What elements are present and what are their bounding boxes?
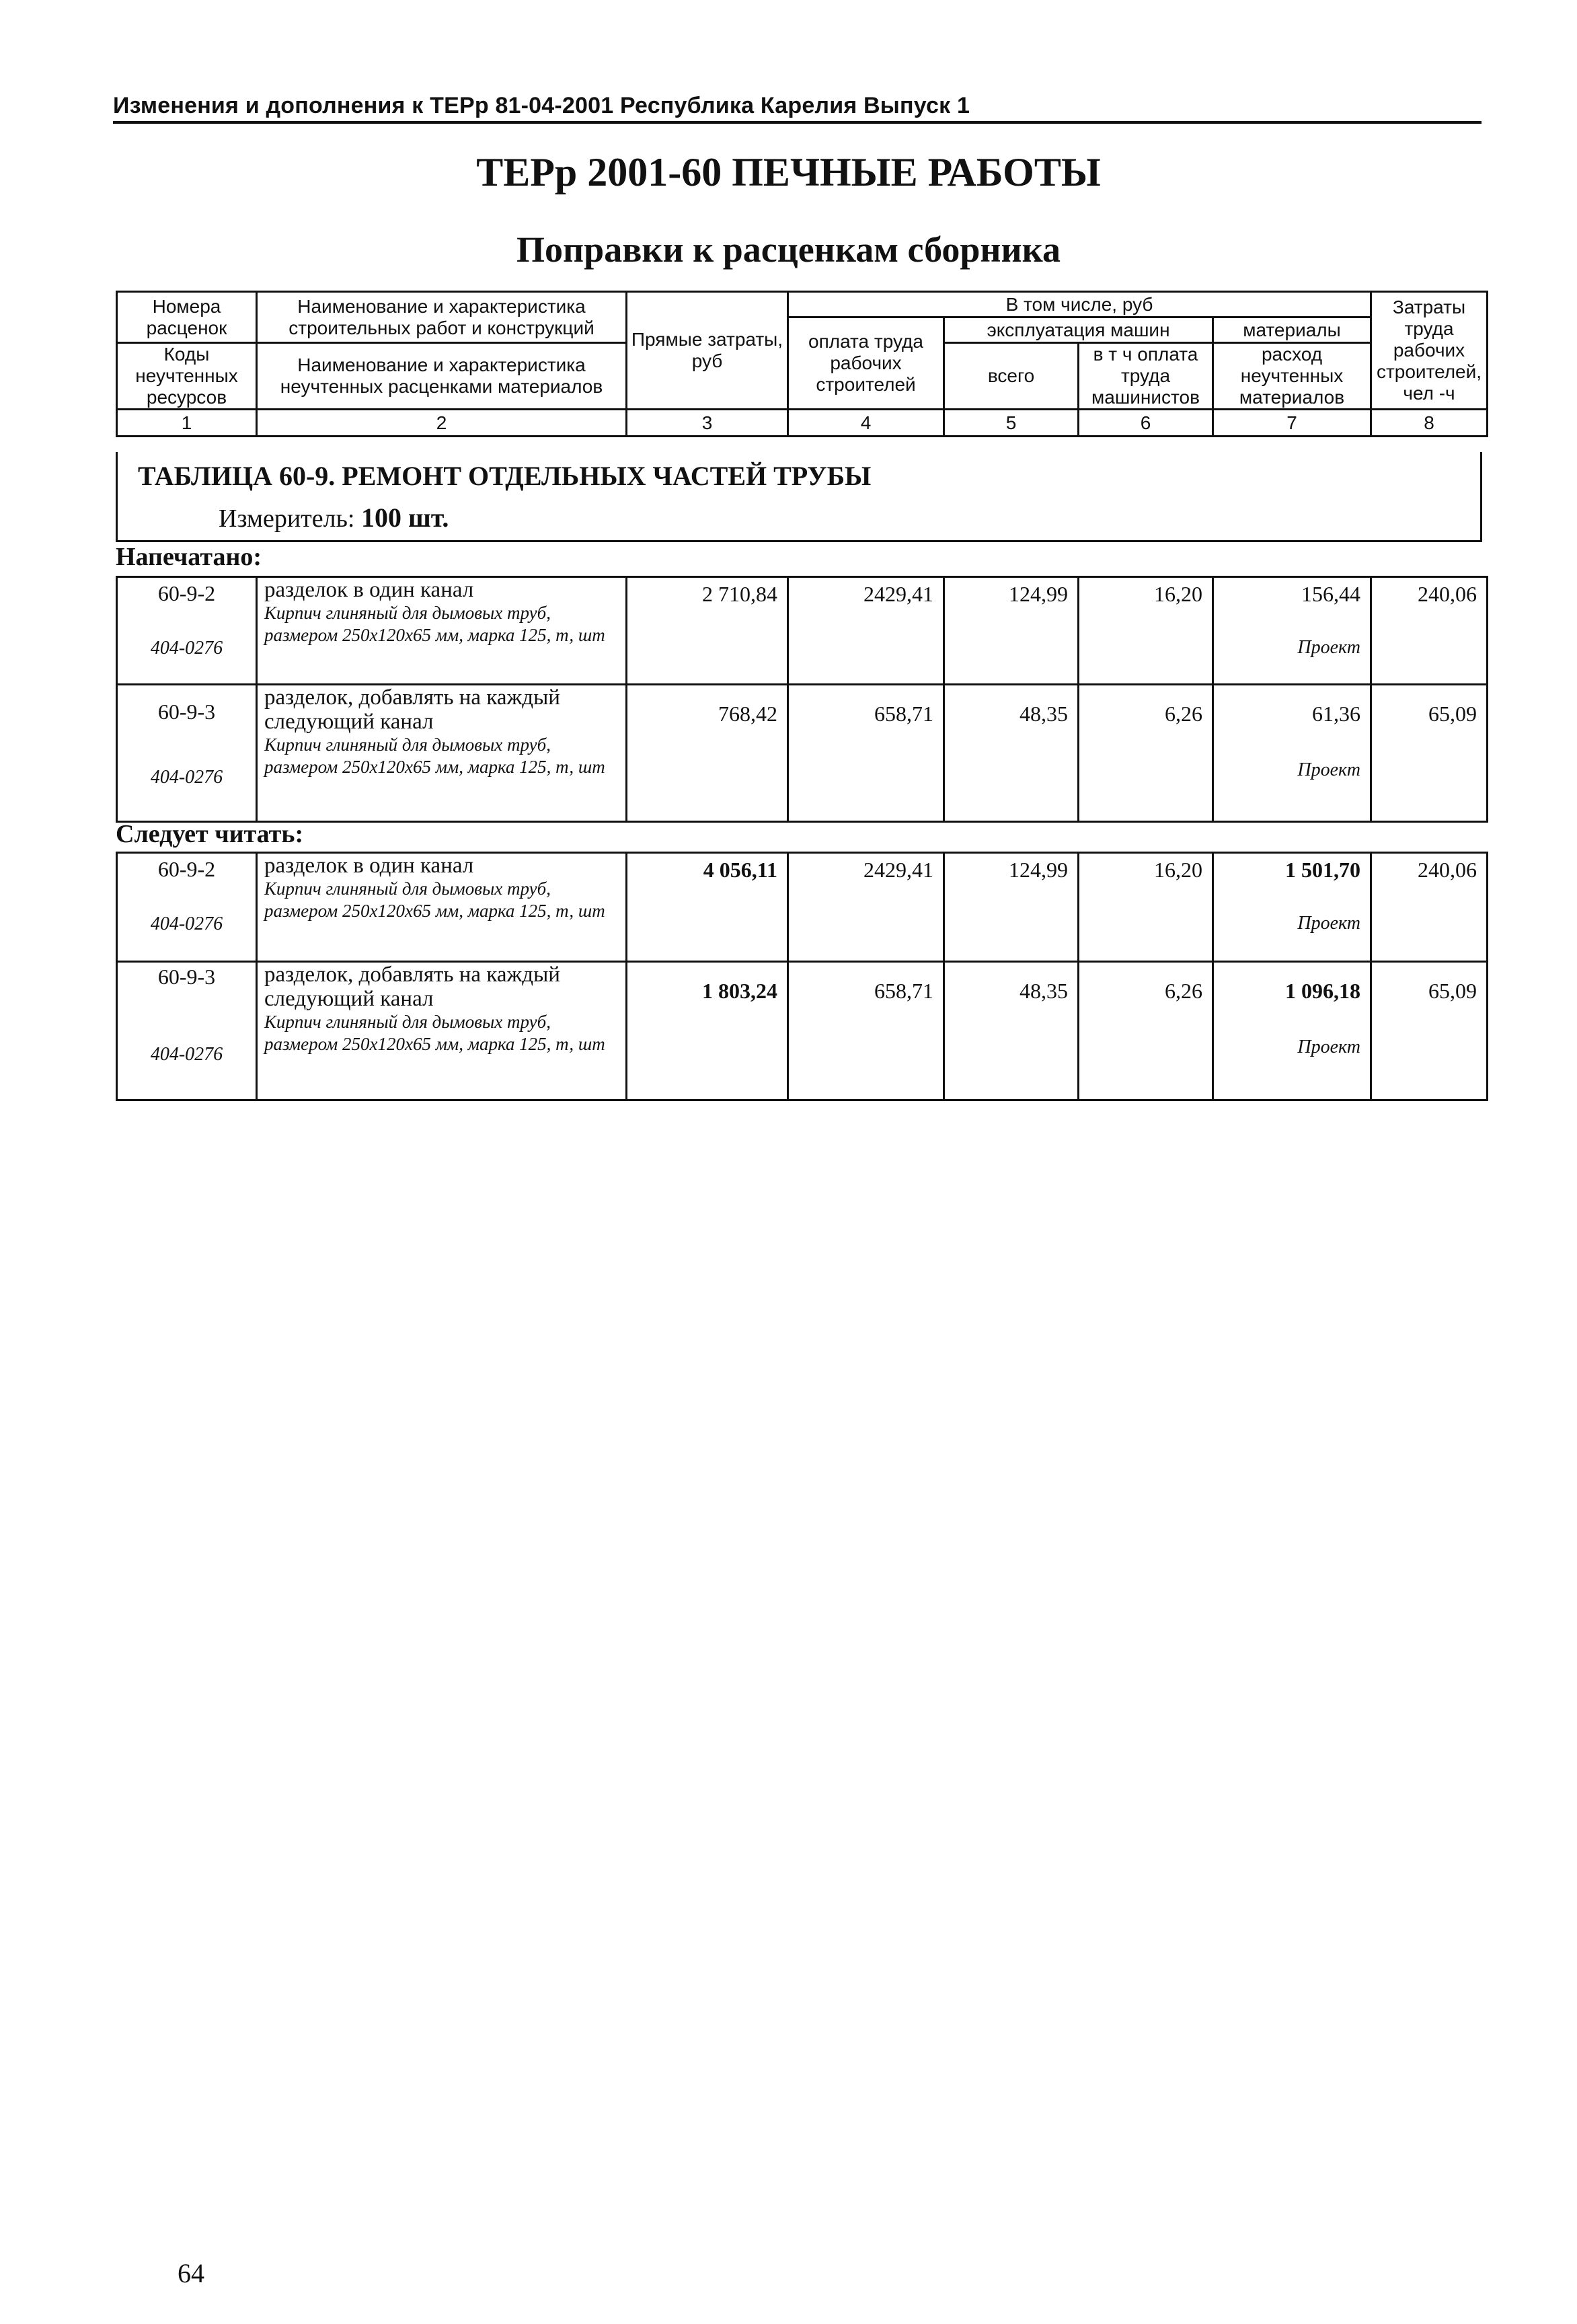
printed-table xyxy=(116,576,1488,823)
rate-code-cell xyxy=(117,577,257,685)
name-cell xyxy=(257,577,627,685)
material-name: Кирпич глиняный для дымовых труб, размером 250х120х65 мм, марка 125, т, шт xyxy=(264,1012,605,1054)
header-direct-costs: Прямые затраты, руб xyxy=(627,292,788,410)
name-cell xyxy=(257,685,627,822)
table-row xyxy=(117,962,1488,1100)
materials-note: Проект xyxy=(1297,759,1360,780)
header-machines: эксплуатация машин xyxy=(944,317,1213,343)
column-number: 7 xyxy=(1213,410,1371,437)
machinists-pay: 16,20 xyxy=(1079,853,1213,962)
materials-cost: 1 096,18 Проект xyxy=(1213,962,1371,1100)
labor-pay: 2429,41 xyxy=(788,853,944,962)
materials-note: Проект xyxy=(1297,913,1360,934)
header-rate-numbers: Номера расценок xyxy=(117,292,257,343)
document-subtitle: Поправки к расценкам сборника xyxy=(516,229,1061,270)
page-number: 64 xyxy=(178,2258,204,2288)
direct-cost: 4 056,11 xyxy=(627,853,788,962)
material-name: Кирпич глиняный для дымовых труб, размером 250х120х65 мм, марка 125, т, шт xyxy=(264,878,605,921)
measure-label: Измеритель: xyxy=(219,504,355,533)
labor-hours: 65,09 xyxy=(1371,685,1488,822)
materials-cost: 61,36 Проект xyxy=(1213,685,1371,822)
work-name: разделок, добавлять на каждый следующий канал xyxy=(264,685,560,734)
machines-total: 48,35 xyxy=(944,962,1079,1100)
table-row xyxy=(117,577,1488,685)
labor-pay: 658,71 xyxy=(788,685,944,822)
materials-note: Проект xyxy=(1297,637,1360,658)
read-label: Следует читать: xyxy=(116,820,304,848)
labor-hours: 240,06 xyxy=(1371,853,1488,962)
direct-cost: 768,42 xyxy=(627,685,788,822)
running-header: Изменения и дополнения к ТЕРр 81-04-2001 Республика Карелия Выпуск 1 xyxy=(113,93,970,118)
labor-hours: 65,09 xyxy=(1371,962,1488,1100)
rate-code-cell xyxy=(117,853,257,962)
labor-pay: 2429,41 xyxy=(788,577,944,685)
machines-total: 124,99 xyxy=(944,577,1079,685)
materials-cost: 156,44 Проект xyxy=(1213,577,1371,685)
work-name: разделок, добавлять на каждый следующий канал xyxy=(264,963,560,1011)
machinists-pay: 6,26 xyxy=(1079,962,1213,1100)
header-labor-hours: Затраты труда рабочих строителей, чел -ч xyxy=(1371,292,1488,410)
materials-cost: 1 501,70 Проект xyxy=(1213,853,1371,962)
table-row xyxy=(117,853,1488,962)
measure-unit xyxy=(219,502,449,533)
machines-total: 124,99 xyxy=(944,853,1079,962)
rate-code-cell xyxy=(117,962,257,1100)
resource-code: 404-0276 xyxy=(150,1044,223,1065)
material-name: Кирпич глиняный для дымовых труб, размером 250х120х65 мм, марка 125, т, шт xyxy=(264,603,605,645)
header-machinists-pay: в т ч оплата труда машинистов xyxy=(1079,343,1213,410)
header-work-name: Наименование и характеристика строительных работ и конструкций xyxy=(257,292,627,343)
column-number: 5 xyxy=(944,410,1079,437)
column-number: 8 xyxy=(1371,410,1488,437)
resource-code: 404-0276 xyxy=(150,913,223,934)
header-material-name: Наименование и характеристика неучтенных расценками материалов xyxy=(257,343,627,410)
header-including: В том числе, руб xyxy=(788,292,1371,317)
rate-code-cell xyxy=(117,685,257,822)
column-number: 2 xyxy=(257,410,627,437)
header-labor-pay: оплата труда рабочих строителей xyxy=(788,317,944,410)
measure-value: 100 шт. xyxy=(361,502,449,533)
printed-label: Напечатано: xyxy=(116,543,262,571)
column-number: 1 xyxy=(117,410,257,437)
header-unaccounted-materials: расход неучтенных материалов xyxy=(1213,343,1371,410)
rate-code: 60-9-2 xyxy=(157,581,216,605)
work-name: разделок в один канал xyxy=(264,578,474,602)
resource-code: 404-0276 xyxy=(150,767,223,788)
table-header xyxy=(116,291,1488,437)
labor-hours: 240,06 xyxy=(1371,577,1488,685)
table-caption-box xyxy=(116,452,1482,542)
name-cell xyxy=(257,853,627,962)
material-name: Кирпич глиняный для дымовых труб, размером 250х120х65 мм, марка 125, т, шт xyxy=(264,735,605,777)
labor-pay: 658,71 xyxy=(788,962,944,1100)
rate-code: 60-9-3 xyxy=(157,700,216,724)
header-machines-total: всего xyxy=(944,343,1079,410)
table-caption: ТАБЛИЦА 60-9. РЕМОНТ ОТДЕЛЬНЫХ ЧАСТЕЙ ТРУБЫ xyxy=(138,461,872,491)
table-row xyxy=(117,685,1488,822)
rate-code: 60-9-3 xyxy=(157,965,216,989)
header-materials: материалы xyxy=(1213,317,1371,343)
document-title: ТЕРр 2001-60 ПЕЧНЫЕ РАБОТЫ xyxy=(476,150,1101,194)
direct-cost: 1 803,24 xyxy=(627,962,788,1100)
name-cell xyxy=(257,962,627,1100)
machinists-pay: 16,20 xyxy=(1079,577,1213,685)
machinists-pay: 6,26 xyxy=(1079,685,1213,822)
resource-code: 404-0276 xyxy=(150,638,223,659)
column-number: 3 xyxy=(627,410,788,437)
direct-cost: 2 710,84 xyxy=(627,577,788,685)
corrected-table xyxy=(116,852,1488,1101)
header-resource-codes: Коды неучтенных ресурсов xyxy=(117,343,257,410)
machines-total: 48,35 xyxy=(944,685,1079,822)
work-name: разделок в один канал xyxy=(264,854,474,878)
materials-note: Проект xyxy=(1297,1037,1360,1057)
column-number: 6 xyxy=(1079,410,1213,437)
column-number: 4 xyxy=(788,410,944,437)
header-rule xyxy=(113,121,1482,124)
rate-code: 60-9-2 xyxy=(157,857,216,881)
